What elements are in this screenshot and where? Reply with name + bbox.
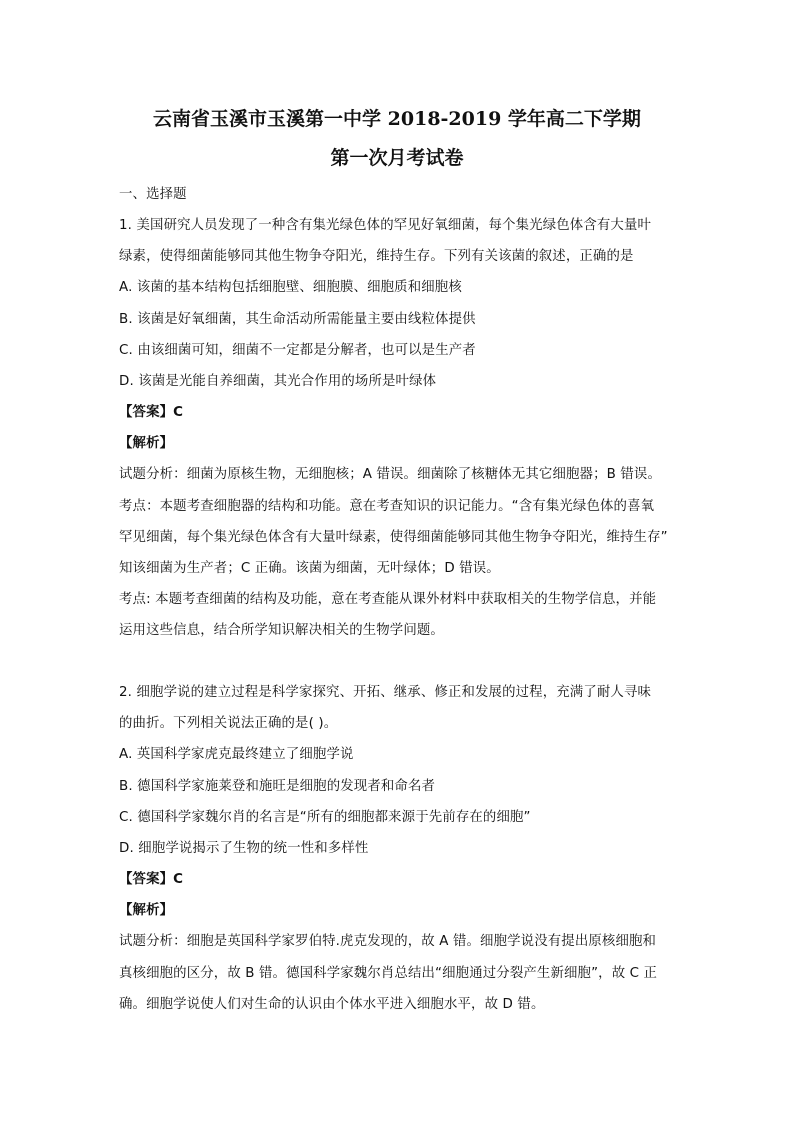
option-a: A. 英国科学家虎克最终建立了细胞学说 [119, 747, 354, 762]
analysis-line: 考点: 本题考查细菌的结构及功能，意在考查能从课外材料中获取相关的生物学信息，并能 [119, 592, 657, 607]
option-d: D. 细胞学说揭示了生物的统一性和多样性 [119, 841, 369, 856]
document-title-line-2: 第一次月考试卷 [330, 147, 464, 169]
document-title-line-1: 云南省玉溪市玉溪第一中学 2018-2019 学年高二下学期 [153, 108, 641, 130]
analysis-line: 考点：本题考查细胞器的结构和功能。意在考查知识的识记能力。“含有集光绿色体的喜氧 [119, 499, 655, 514]
analysis-label: 【解析】 [119, 903, 174, 918]
question-stem-line: 绿素，使得细菌能够同其他生物争夺阳光，维持生存。下列有关该菌的叙述，正确的是 [119, 249, 634, 264]
question-stem-line: 1. 美国研究人员发现了一种含有集光绿色体的罕见好氧细菌，每个集光绿色体含有大量叶 [119, 218, 652, 233]
section-heading: 一、选择题 [119, 187, 187, 202]
answer-label: 【答案】C [119, 405, 184, 420]
analysis-label: 【解析】 [119, 436, 174, 451]
question-stem-line: 的曲折。下列相关说法正确的是( )。 [119, 716, 338, 731]
analysis-line: 试题分析：细菌为原核生物，无细胞核；A 错误。细菌除了核糖体无其它细胞器；B 错误。 [119, 467, 662, 482]
analysis-line: 知该细菌为生产者；C 正确。该菌为细菌，无叶绿体；D 错误。 [119, 561, 500, 576]
option-a: A. 该菌的基本结构包括细胞壁、细胞膜、细胞质和细胞核 [119, 280, 462, 295]
analysis-line: 真核细胞的区分，故 B 错。德国科学家魏尔肖总结出“细胞通过分裂产生新细胞”，故 C 正 [119, 966, 658, 981]
option-c: C. 德国科学家魏尔肖的名言是“所有的细胞都来源于先前存在的细胞” [119, 810, 531, 825]
option-b: B. 德国科学家施莱登和施旺是细胞的发现者和命名者 [119, 779, 436, 794]
analysis-line: 运用这些信息，结合所学知识解决相关的生物学问题。 [119, 623, 444, 638]
option-b: B. 该菌是好氧细菌，其生命活动所需能量主要由线粒体提供 [119, 312, 476, 327]
analysis-line: 罕见细菌，每个集光绿色体含有大量叶绿素，使得细菌能够同其他生物争夺阳光，维持生存” [119, 530, 668, 545]
answer-label: 【答案】C [119, 872, 184, 887]
option-c: C. 由该细菌可知，细菌不一定都是分解者，也可以是生产者 [119, 343, 476, 358]
question-stem-line: 2. 细胞学说的建立过程是科学家探究、开拓、继承、修正和发展的过程，充满了耐人寻味 [119, 685, 652, 700]
analysis-line: 试题分析：细胞是英国科学家罗伯特.虎克发现的，故 A 错。细胞学说没有提出原核细胞和 [119, 934, 657, 949]
option-d: D. 该菌是光能自养细菌，其光合作用的场所是叶绿体 [119, 374, 437, 389]
analysis-line: 确。细胞学说使人们对生命的认识由个体水平进入细胞水平，故 D 错。 [119, 997, 545, 1012]
